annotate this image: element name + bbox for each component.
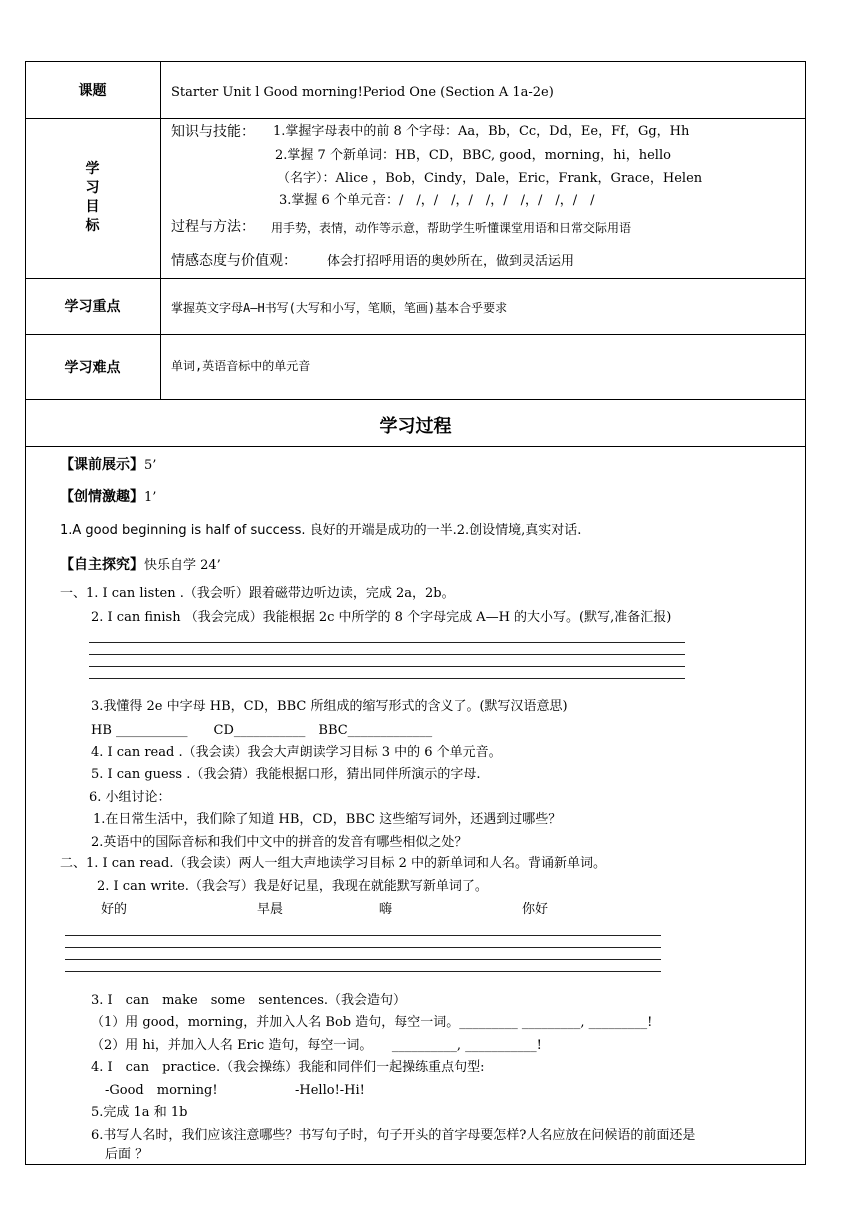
column-divider	[160, 61, 161, 399]
word-morning: 早晨	[257, 902, 284, 917]
s2-item4: 4. I can practice.（我会操练）我能和同伴们一起操练重点句型:	[91, 1060, 485, 1075]
emotion-heading: 情感态度与价值观：	[171, 253, 297, 269]
s1-item1: 一、1. I can listen .（我会听）跟着磁带边听边读，完成 2a，2b。	[60, 586, 455, 601]
proverb-cn: 良好的开端是成功的一半.2.创设情境,真实对话.	[305, 523, 582, 538]
s1-item6: 6. 小组讨论：	[89, 790, 171, 805]
difficulty-value: 单词,英语音标中的单元音	[171, 359, 311, 373]
objective-k2: 2.掌握 7 个新单词：HB，CD，BBC, good，morning，hi，hello	[275, 148, 671, 163]
objectives-label-char: 学	[85, 161, 100, 177]
s1-item4: 4. I can read .（我会读）我会大声朗读学习目标 3 中的 6 个单元音。	[91, 745, 502, 760]
difficulty-label: 学习难点	[64, 359, 121, 376]
s2-item5: 5.完成 1a 和 1b	[91, 1105, 188, 1120]
discussion-q1: 1.在日常生活中，我们除了知道 HB，CD，BBC 这些缩写词外，还遇到过哪些？	[93, 812, 562, 827]
abbrev-blanks: HB ___________ CD___________ BBC_____________	[91, 723, 433, 738]
writing-line	[89, 666, 685, 667]
row-divider	[25, 399, 806, 400]
word-hi: 嗨	[379, 902, 393, 917]
proverb-en: 1.A good beginning is half of success.	[60, 523, 306, 538]
focus-label: 学习重点	[64, 299, 121, 315]
objective-k3: 3.掌握 6 个单元音：/ /，/ /，/ /，/ /，/ /，/ /	[279, 193, 595, 208]
pre-class-time: 5’	[144, 458, 157, 473]
writing-line	[89, 654, 685, 655]
emotion-text: 体会打招呼用语的奥妙所在，做到灵活运用	[327, 254, 575, 269]
explore-heading: 【自主探究】	[60, 557, 144, 573]
objectives-label	[25, 118, 160, 278]
inspire-time: 1’	[144, 490, 157, 505]
objectives-label-char: 标	[85, 218, 100, 234]
method-heading: 过程与方法：	[171, 219, 255, 235]
s1-item5: 5. I can guess .（我会猜）我能根据口形，猜出同伴所演示的字母.	[91, 767, 481, 782]
focus-value: 掌握英文字母A—H书写(大写和小写，笔顺，笔画)基本合乎要求	[171, 301, 508, 315]
drill-good-morning: -Good morning!	[105, 1083, 218, 1098]
inspire-heading: 【创情激趣】	[60, 489, 144, 505]
row-divider	[25, 446, 806, 447]
writing-line	[89, 678, 685, 679]
objective-k1: 1.掌握字母表中的前 8 个字母：Aa，Bb，Cc，Dd，Ee，Ff，Gg，Hh	[273, 124, 690, 139]
method-text: 用手势，表情，动作等示意，帮助学生听懂课堂用语和日常交际用语	[271, 221, 632, 235]
inspire-text	[60, 523, 581, 539]
sentence-task1: （1）用 good，morning，并加入人名 Bob 造句，每空一词。_________ _________, _________!	[91, 1015, 653, 1030]
pre-class-line	[60, 457, 156, 474]
lesson-plan-page	[25, 61, 806, 1165]
writing-line	[65, 959, 661, 960]
discussion-q2: 2.英语中的国际音标和我们中文中的拼音的发音有哪些相似之处？	[91, 835, 468, 850]
inspire-line	[60, 489, 156, 506]
writing-line	[89, 642, 685, 643]
s2-item2: 2. I can write.（我会写）我是好记星，我现在就能默写新单词了。	[97, 879, 488, 894]
drill-hello-hi: -Hello!-Hi!	[295, 1083, 365, 1098]
explore-line	[60, 557, 221, 574]
objectives-label-char: 目	[85, 199, 100, 215]
topic-value: Starter Unit l Good morning!Period One (Section A 1a-2e)	[171, 85, 554, 100]
writing-line	[65, 935, 661, 936]
word-hello: 你好	[522, 902, 549, 917]
s2-item6: 6.书写人名时，我们应该注意哪些？书写句子时，句子开头的首字母要怎样?人名应放在问候语的前面还是	[91, 1128, 696, 1143]
explore-time: 快乐自学 24’	[144, 558, 221, 573]
s2-item6-cont: 后面 ？	[105, 1147, 149, 1162]
s2-item3: 3. I can make some sentences.（我会造句）	[91, 993, 407, 1008]
s1-item3: 3.我懂得 2e 中字母 HB，CD，BBC 所组成的缩写形式的含义了。(默写汉语意思)	[91, 699, 568, 714]
s1-item2: 2. I can finish （我会完成）我能根据 2c 中所学的 8 个字母完成 A—H 的大小写。(默写,准备汇报)	[91, 610, 672, 625]
sentence-task2: （2）用 hi，并加入人名 Eric 造句，每空一词。 __________, ___________!	[91, 1038, 542, 1053]
objectives-label-char: 习	[85, 180, 100, 196]
writing-line	[65, 971, 661, 972]
pre-class-heading: 【课前展示】	[60, 457, 144, 473]
knowledge-heading: 知识与技能：	[171, 124, 255, 140]
word-good: 好的	[101, 902, 128, 917]
objective-k2-names: （名字）：Alice ，Bob，Cindy，Dale，Eric，Frank，Grace，Helen	[277, 171, 703, 186]
process-title: 学习过程	[379, 416, 452, 437]
s2-item1: 二、1. I can read.（我会读）两人一组大声地读学习目标 2 中的新单词和人名。背诵新单词。	[60, 856, 606, 871]
topic-label: 课题	[78, 82, 107, 99]
writing-line	[65, 947, 661, 948]
